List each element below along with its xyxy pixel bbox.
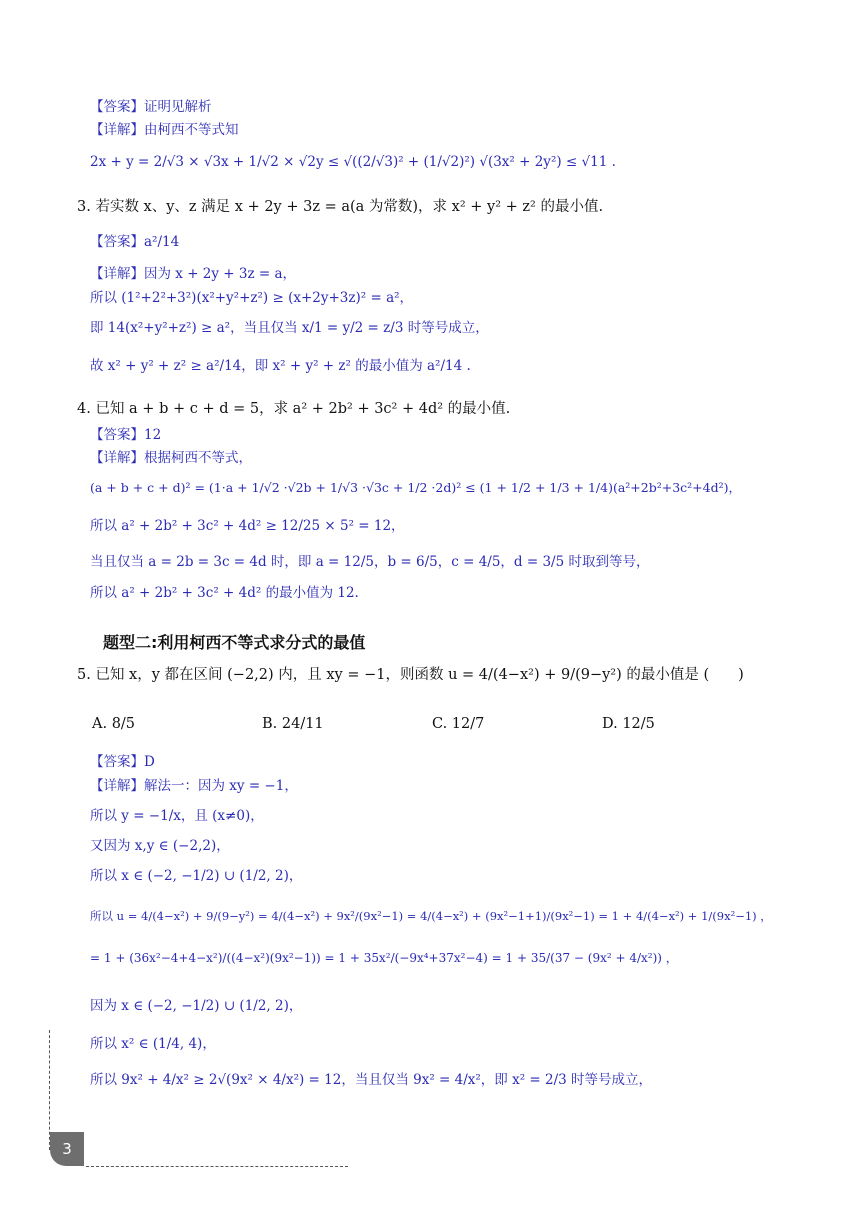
detail-5-line9: 所以 9x² + 4/x² ≥ 2√(9x² × 4/x²) = 12，当且仅当 9x² = 4/x²，即 x² = 2/3 时等号成立， (90, 1072, 653, 1088)
detail-4-line5: 所以 a² + 2b² + 3c² + 4d² 的最小值为 12. (90, 585, 359, 601)
option-c: C. 12/7 (432, 716, 485, 732)
detail-5-line5: 所以 u = 4/(4−x²) + 9/(9−y²) = 4/(4−x²) + 9x²/(9x²−1) = 4/(4−x²) + (9x²−1+1)/(9x²−1) = 1 + 4/(4−x²) + 1/(9x²−1) ， (90, 909, 772, 923)
answer-4: 【答案】12 (90, 427, 162, 443)
detail-4-line4: 当且仅当 a = 2b = 3c = 4d 时，即 a = 12/5，b = 6/5，c = 4/5，d = 3/5 时取到等号， (90, 554, 650, 570)
detail-4-line1: 【详解】根据柯西不等式， (90, 450, 252, 466)
option-d: D. 12/5 (602, 716, 655, 732)
section-heading: 题型二:利用柯西不等式求分式的最值 (103, 633, 366, 652)
detail-2-equation: 2x + y = 2/√3 × √3x + 1/√2 × √2y ≤ √((2/√3)² + (1/√2)²) √(3x² + 2y²) ≤ √11 . (90, 154, 616, 170)
detail-4-line3: 所以 a² + 2b² + 3c² + 4d² ≥ 12/25 × 5² = 12， (90, 518, 405, 534)
detail-5-line1: 【详解】解法一：因为 xy = −1， (90, 778, 298, 794)
detail-5-line3: 又因为 x,y ∈ (−2,2)， (90, 838, 230, 854)
detail-5-line7: 因为 x ∈ (−2, −1/2) ∪ (1/2, 2)， (90, 998, 303, 1014)
answer-2: 【答案】证明见解析 (90, 99, 212, 115)
page-number-badge: 3 (50, 1132, 84, 1166)
option-a: A. 8/5 (92, 716, 136, 732)
detail-3-line1: 【详解】因为 x + 2y + 3z = a， (90, 266, 297, 282)
question-3: 3. 若实数 x、y、z 满足 x + 2y + 3z = a(a 为常数)，求 x² + y² + z² 的最小值. (77, 199, 604, 215)
dashed-margin-horizontal (86, 1166, 348, 1167)
detail-5-line8: 所以 x² ∈ (1/4, 4)， (90, 1036, 216, 1052)
detail-5-line4: 所以 x ∈ (−2, −1/2) ∪ (1/2, 2)， (90, 868, 303, 884)
detail-3-line4: 故 x² + y² + z² ≥ a²/14，即 x² + y² + z² 的最小值为 a²/14 . (90, 358, 471, 374)
detail-3-line3: 即 14(x²+y²+z²) ≥ a²，当且仅当 x/1 = y/2 = z/3 时等号成立， (90, 320, 489, 336)
answer-3: 【答案】a²/14 (90, 234, 180, 250)
answer-5: 【答案】D (90, 754, 155, 770)
option-b: B. 24/11 (262, 716, 324, 732)
detail-4-line2: (a + b + c + d)² = (1·a + 1/√2 ·√2b + 1/√3 ·√3c + 1/2 ·2d)² ≤ (1 + 1/2 + 1/3 + 1/4)(a²+2b²+3c²+4d²)， (90, 480, 741, 495)
question-5: 5. 已知 x，y 都在区间 (−2,2) 内，且 xy = −1，则函数 u = 4/(4−x²) + 9/(9−y²) 的最小值是 ( ) (77, 667, 744, 683)
detail-3-line2: 所以 (1²+2²+3²)(x²+y²+z²) ≥ (x+2y+3z)² = a²， (90, 290, 414, 306)
detail-5-line6: = 1 + (36x²−4+4−x²)/((4−x²)(9x²−1)) = 1 + 35x²/(−9x⁴+37x²−4) = 1 + 35/(37 − (9x² + 4/x²)) ， (90, 951, 678, 965)
question-4: 4. 已知 a + b + c + d = 5，求 a² + 2b² + 3c² + 4d² 的最小值. (77, 401, 511, 417)
detail-2-label: 【详解】由柯西不等式知 (90, 122, 239, 138)
detail-5-line2: 所以 y = −1/x，且 (x≠0)， (90, 808, 264, 824)
